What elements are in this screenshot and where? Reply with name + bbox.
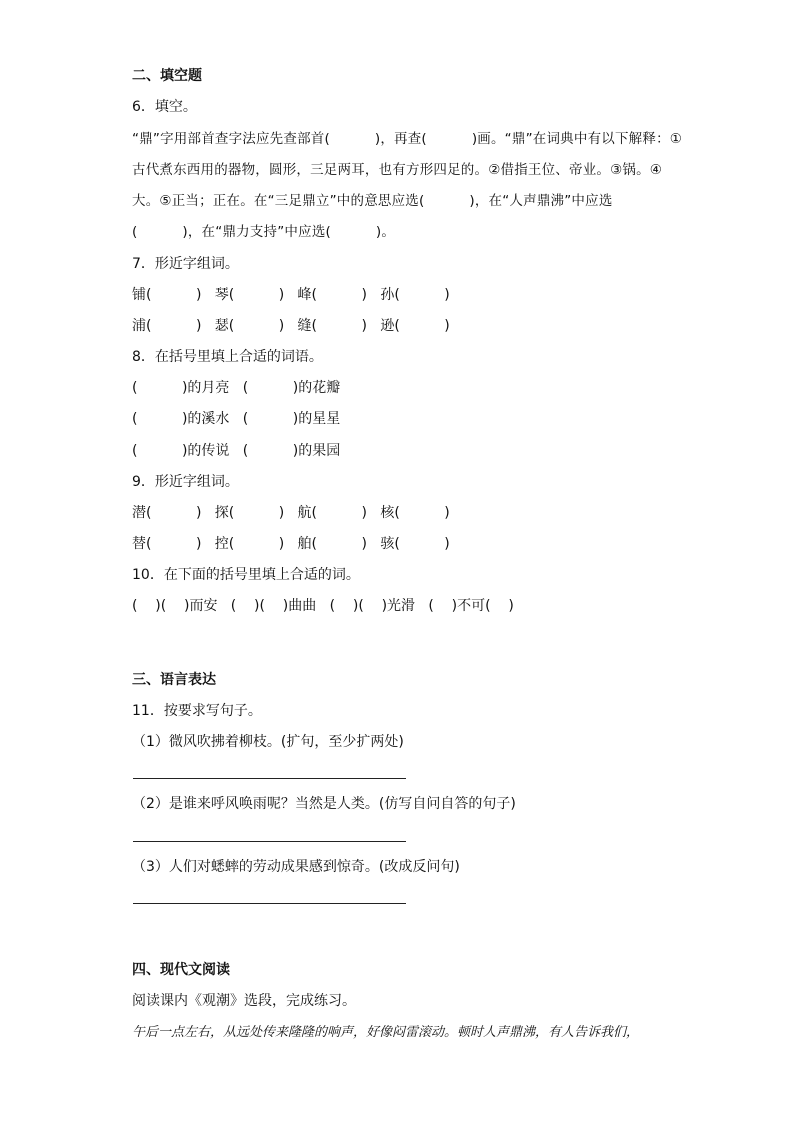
passage-line-1: 午后一点左右，从远处传来隆隆的响声，好像闷雷滚动。顿时人声鼎沸，有人告诉我们，: [132, 1025, 640, 1040]
q10-row-1: ( )( )而安 ( )( )曲曲 ( )( )光滑 ( )不可( ): [132, 598, 514, 614]
q11-item-1: （1）微风吹拂着柳枝。(扩句，至少扩两处): [132, 734, 404, 750]
q11-title: 11．按要求写句子。: [132, 703, 262, 719]
answer-line-1[interactable]: [133, 778, 406, 779]
q8-row-3: ( )的传说 ( )的果园: [132, 443, 341, 459]
q9-row-2: 替( ) 控( ) 舶( ) 骇( ): [132, 536, 450, 552]
q6-text-line-4: ( )，在“鼎力支持”中应选( )。: [132, 224, 396, 240]
q6-text-line-1: “鼎”字用部首查字法应先查部首( )，再查( )画。“鼎”在词典中有以下解释：①: [132, 131, 683, 147]
q11-item-2: （2）是谁来呼风唤雨呢？当然是人类。(仿写自问自答的句子): [132, 796, 516, 812]
q11-item-3: （3）人们对蟋蟀的劳动成果感到惊奇。(改成反问句): [132, 859, 460, 875]
answer-line-3[interactable]: [133, 903, 406, 904]
q10-title: 10．在下面的括号里填上合适的词。: [132, 567, 360, 583]
q6-title: 6．填空。: [132, 99, 197, 115]
q7-row-1: 铺( ) 琴( ) 峰( ) 孙( ): [132, 287, 450, 303]
reading-intro: 阅读课内《观潮》选段，完成练习。: [132, 993, 356, 1009]
q8-row-2: ( )的溪水 ( )的星星: [132, 411, 341, 427]
section-heading-language-expression: 三、语言表达: [132, 672, 216, 688]
section-heading-fill-blank: 二、填空题: [132, 68, 202, 84]
q7-title: 7．形近字组词。: [132, 256, 239, 272]
q6-text-line-3: 大。⑤正当；正在。在“三足鼎立”中的意思应选( )，在“人声鼎沸”中应选: [132, 193, 613, 209]
q9-title: 9．形近字组词。: [132, 474, 239, 490]
q8-row-1: ( )的月亮 ( )的花瓣: [132, 380, 341, 396]
q9-row-1: 潜( ) 探( ) 航( ) 核( ): [132, 505, 450, 521]
q7-row-2: 浦( ) 瑟( ) 缝( ) 逊( ): [132, 318, 450, 334]
q6-text-line-2: 古代煮东西用的器物，圆形，三足两耳，也有方形四足的。②借指王位、帝业。③锅。④: [132, 162, 663, 178]
section-heading-modern-reading: 四、现代文阅读: [132, 962, 230, 978]
q8-title: 8．在括号里填上合适的词语。: [132, 349, 323, 365]
answer-line-2[interactable]: [133, 841, 406, 842]
